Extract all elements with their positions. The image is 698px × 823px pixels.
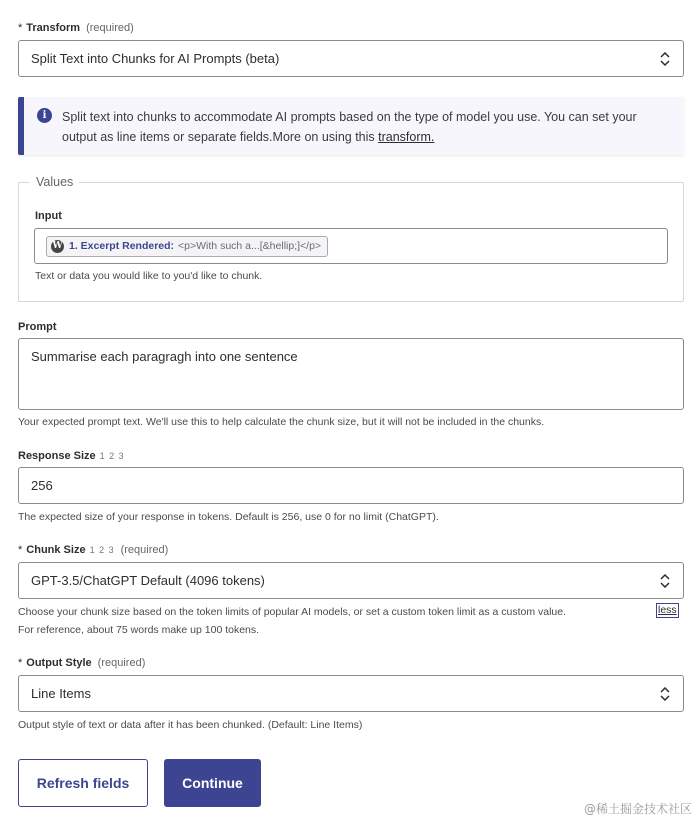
output-style-label bbox=[18, 657, 145, 669]
required-note: (required) bbox=[97, 657, 146, 669]
info-banner bbox=[18, 97, 684, 155]
pill-step: 1. Excerpt Rendered: bbox=[69, 240, 175, 252]
output-style-help: Output style of text or data after it has been chunked. (Default: Line Items) bbox=[18, 719, 363, 731]
wordpress-icon: W bbox=[52, 241, 63, 251]
continue-button[interactable]: Continue bbox=[164, 759, 261, 807]
chunk-size-select[interactable] bbox=[18, 562, 684, 599]
output-style-select[interactable] bbox=[18, 675, 684, 712]
response-size-help: The expected size of your response in tokens. Default is 256, use 0 for no limit (ChatGPT). bbox=[18, 511, 439, 523]
input-help: Text or data you would like to you'd like to chunk. bbox=[35, 270, 263, 282]
response-size-input[interactable]: 256 bbox=[18, 467, 684, 504]
pill-value: <p>With such a...[&hellip;]</p> bbox=[178, 240, 322, 252]
response-size-label-text: Response Size bbox=[18, 450, 96, 462]
less-toggle-link[interactable]: less bbox=[658, 604, 677, 616]
input-field[interactable] bbox=[34, 228, 668, 264]
transform-label-text: Transform bbox=[26, 22, 81, 34]
chunk-size-nums: 1 2 3 bbox=[89, 545, 115, 555]
watermark: @稀土掘金技术社区 bbox=[583, 802, 692, 816]
required-note: (required) bbox=[86, 22, 134, 34]
prompt-label: Prompt bbox=[18, 321, 57, 333]
chunk-size-label bbox=[18, 544, 168, 556]
values-legend: Values bbox=[30, 175, 79, 189]
prompt-textarea[interactable]: Summarise each paragragh into one sentence bbox=[18, 338, 684, 410]
info-body: Split text into chunks to accommodate AI prompts based on the type of model you use. You can set your output as line items or separate fields.More on using this bbox=[62, 110, 637, 144]
mapped-field-pill[interactable] bbox=[46, 236, 328, 257]
required-note: (required) bbox=[120, 544, 169, 556]
chunk-size-label-text: Chunk Size bbox=[26, 544, 86, 556]
chunk-size-select-value: GPT-3.5/ChatGPT Default (4096 tokens) bbox=[31, 573, 265, 588]
input-label: Input bbox=[35, 210, 62, 222]
chevron-up-down-icon bbox=[660, 52, 670, 66]
required-star: * bbox=[18, 657, 23, 669]
response-size-nums: 1 2 3 bbox=[99, 451, 125, 461]
info-text bbox=[62, 107, 672, 147]
required-star: * bbox=[18, 544, 23, 556]
transform-select[interactable] bbox=[18, 40, 684, 77]
info-icon: i bbox=[37, 108, 52, 123]
transform-select-value: Split Text into Chunks for AI Prompts (beta) bbox=[31, 51, 280, 66]
required-star: * bbox=[18, 22, 23, 34]
refresh-fields-button[interactable]: Refresh fields bbox=[18, 759, 148, 807]
output-style-label-text: Output Style bbox=[26, 657, 92, 669]
chunk-size-help-2: For reference, about 75 words make up 100 tokens. bbox=[18, 624, 260, 636]
chevron-up-down-icon bbox=[660, 687, 670, 701]
response-size-label bbox=[18, 450, 125, 462]
chevron-up-down-icon bbox=[660, 574, 670, 588]
transform-help-link[interactable]: transform. bbox=[378, 130, 435, 144]
chunk-size-help-1: Choose your chunk size based on the token limits of popular AI models, or set a custom token limit as a custom value. bbox=[18, 606, 567, 618]
output-style-select-value: Line Items bbox=[31, 686, 91, 701]
prompt-help: Your expected prompt text. We'll use this to help calculate the chunk size, but it will not be included in the chunks. bbox=[18, 416, 545, 428]
transform-label bbox=[18, 22, 134, 34]
